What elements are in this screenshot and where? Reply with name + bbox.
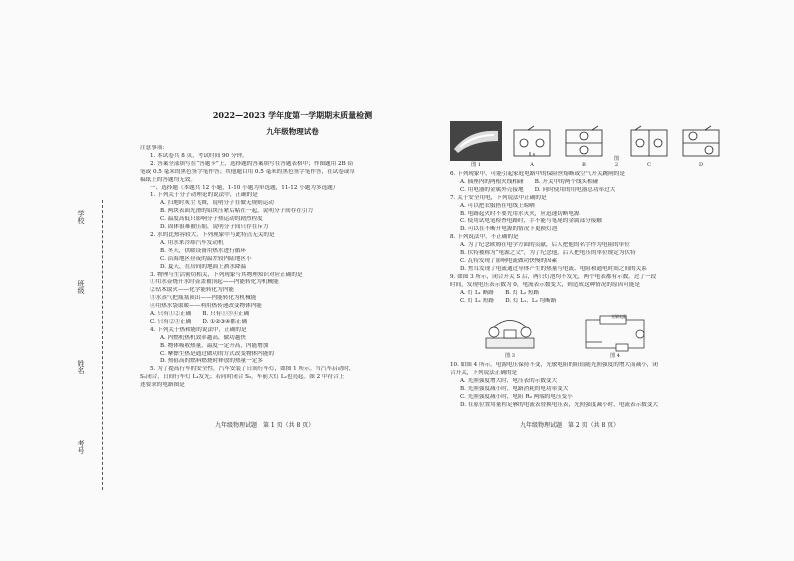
option: C. 瓦特发现了影响电流做功快慢的因素	[460, 257, 558, 264]
option: B. 电路起火时不要先用水灭火，应迅速切断电源	[460, 210, 580, 217]
note-line: 笔或 0.5 毫米的黑色签字笔作答；其他题目用 0.5 毫米的黑色签字笔作答，在试卷或草	[140, 168, 356, 175]
circuit-diagram	[562, 122, 606, 162]
figure-car-headlight	[450, 121, 502, 168]
question-stem: 9. 如图 3 所示，闭合开关 S 后，两只灯泡均不发光，两个电表都有示数。过了一段	[450, 273, 657, 280]
option: C. 温度高低只影响分子热运动的剧烈程度	[160, 216, 263, 223]
figure-3	[480, 314, 540, 359]
question-stem: 述要求的电路图是	[140, 382, 185, 389]
figure-row-1	[450, 110, 720, 168]
binding-label: 班级	[77, 280, 85, 294]
page-1	[140, 110, 445, 390]
question-stem: 10. 如图 4 所示，电源电压保持不变，光敏电阻的阻值随光照强度的增大而减小，闭	[450, 362, 658, 369]
figure-4	[580, 314, 650, 359]
option: D. 可以在不断开电源的情况下更换灯泡	[460, 226, 558, 233]
circuit-diagram	[510, 122, 554, 162]
section-heading: 一、选择题（本题共 12 小题，1-10 小题为单选题，11-12 小题为多选题）	[150, 184, 339, 191]
question-stem: 8. 下列说法中，不正确的是	[450, 234, 519, 241]
option: D. 焦耳发现了电流通过导体产生的热量与电流、电阻和通电时间之间的关系	[460, 265, 647, 272]
circuit-option-b	[562, 122, 606, 168]
photoresistor-label: 光敏电阻	[611, 314, 627, 320]
option: A. 扫地时灰尘飞舞，说明分子在做无规则运动	[160, 200, 274, 207]
figure-2-label	[614, 115, 619, 168]
note-line: 1. 本试卷共 8 页，考试时间 90 分钟。	[150, 152, 248, 159]
question-stem: 5. 为了提高行车的安全性，汽车安装了日间行车灯，如图 1 所示。当汽车启动时，	[150, 366, 355, 373]
statement: ②钻木取火——化学能转化为内能	[150, 287, 234, 294]
note-line: 稿纸上的答题均无效。	[140, 176, 196, 183]
car-headlight-photo	[450, 121, 502, 161]
option: D. 夏天，在房间的地面上洒水降温	[160, 263, 247, 270]
option: C. 只有②③正确 D. ①②③④都正确	[150, 318, 248, 325]
option: B. 两块表面光滑的铅块压紧后粘在一起，说明分子间存在引力	[160, 208, 314, 215]
figure-caption: 图 1	[471, 162, 481, 168]
circuit-diagram	[679, 122, 723, 162]
question-stem: 7. 关于安全用电，下列说法中正确的是	[450, 194, 547, 201]
figure-caption: 图 2	[614, 156, 620, 168]
option: C. 用电器的金属外壳接地 D. 同时使用的用电器总功率过大	[460, 186, 616, 193]
option: A. 光照强度增大时，电压表的示数变大	[460, 378, 558, 385]
option: B. 物体吸收热量，温度一定升高，内能增加	[160, 342, 269, 349]
note-line: 2. 答案全部填写在“答题卡”上，选择题的答案填写在答题表格中；作图题用 2B 铅	[150, 160, 354, 167]
circuit-diagram	[627, 122, 671, 162]
option: B. 光照强度减小时，电路消耗的电功率变大	[460, 386, 569, 393]
question-stem: 时间，发现电压表示数为 0，电流表示数变大，则造成这种情况的原因可能是	[450, 281, 640, 288]
statement: ①用水壶烧开水时壶盖被顶起——内能转化为机械能	[150, 279, 279, 286]
option: C. 摩擦生热是通过做功的方式改变物体内能的	[160, 350, 274, 357]
exam-title: 2022—2023 学年度第一学期期末质量检测	[212, 110, 373, 120]
option: A. 用水来冷却汽车发动机	[160, 239, 224, 246]
question-stem: 4. 下列关于热和能的说法中，正确的是	[150, 326, 247, 333]
seal-line	[102, 200, 103, 490]
question-stem: 合开关，下列说法正确的是	[450, 370, 518, 377]
option: B. 冬天，供暖设备用热水进行循环	[160, 247, 246, 254]
question-stem: 1. 下列关于分子动理论的说法中，正确的是	[150, 192, 258, 199]
binding-label: 姓名	[77, 360, 85, 374]
statement: ③水蒸气把瓶塞顶出——内能转化为机械能	[150, 295, 257, 302]
question-stem: 3. 物理与生活密切相关，下列现象与其物理知识对应正确的是	[150, 271, 303, 278]
question-stem: S₁闭合，日间行车灯 L₁发光；若同时闭合 S₂，车前大灯 L₂也亮起。图 2 中符合上	[140, 374, 345, 381]
option: A. 可以把衣服搭在电线上晾晒	[460, 202, 535, 209]
option: C. 使用试电笔检查电路时，手不能与笔尾的金属部分接触	[460, 218, 602, 225]
figure-caption: 图 3	[505, 353, 515, 360]
exam-subtitle: 九年级物理试卷	[266, 127, 319, 136]
option: C. 光照强度减小时，电阻 R₀ 两端的电压变小	[460, 394, 573, 401]
circuit-photo-diagram	[480, 314, 540, 352]
option: A. 内燃机热机效率越高，做功越快	[160, 334, 246, 341]
figure-caption: D	[699, 162, 704, 168]
option: A. 插座内的两根火线相碰 B. 开关中的两个线头相碰	[460, 178, 599, 185]
statement: ④用热水袋取暖——利用热传递改变物体内能	[150, 303, 262, 310]
circuit-option-d	[679, 122, 723, 168]
page-2	[450, 110, 720, 410]
question-stem: 2. 水的比热容较大，下列现象中与此特点无关的是	[150, 231, 275, 238]
circuit-option-c	[627, 122, 671, 168]
option: D. 固体很难被压缩，说明分子间只存在斥力	[160, 224, 269, 231]
binding-margin	[72, 200, 112, 490]
page-2-footer: 九年级物理试题 第 2 页（共 8 页）	[520, 422, 620, 429]
option: A. 为了纪念欧姆在电学方面的贡献，后人把他的名字作为电阻的单位	[460, 242, 630, 249]
binding-label: 考号	[77, 440, 85, 454]
figure-caption: B	[582, 162, 586, 168]
option: C. 沿海地区昼夜的温差较内陆地区小	[160, 255, 252, 262]
figure-caption: 图 4	[610, 353, 620, 360]
option: C. 灯 L₁ 短路 D. 灯 L₁、L₂ 均断路	[460, 297, 557, 304]
figure-row-2	[480, 309, 720, 359]
page-1-footer: 九年级物理试题 第 1 页（共 8 页）	[215, 422, 315, 429]
option: A. 只有①②正确 B. 只有①③④正确	[150, 311, 250, 318]
question-stem: 6. 下列现象中，可能引起家庭电路中的保险丝熔断或空气开关跳闸的是	[450, 171, 625, 177]
circuit-option-a	[510, 122, 554, 168]
figure-caption: C	[647, 162, 651, 168]
binding-label: 学校	[77, 210, 85, 224]
option: D. 热值高的燃料燃烧时释放的热量一定多	[160, 358, 263, 365]
notes-heading: 注意事项:	[140, 145, 165, 151]
option: B. 伏特被称为“电源之父”，为了纪念他，后人把电压的单位规定为伏特	[460, 250, 636, 257]
option: A. 灯 L₁ 断路 B. 灯 L₂ 短路	[460, 289, 540, 296]
figure-caption: A	[530, 162, 534, 168]
option: D. 在原位置用量程足够的电流表替换电压表，光照强度减小时，电流表示数变大	[460, 401, 659, 408]
